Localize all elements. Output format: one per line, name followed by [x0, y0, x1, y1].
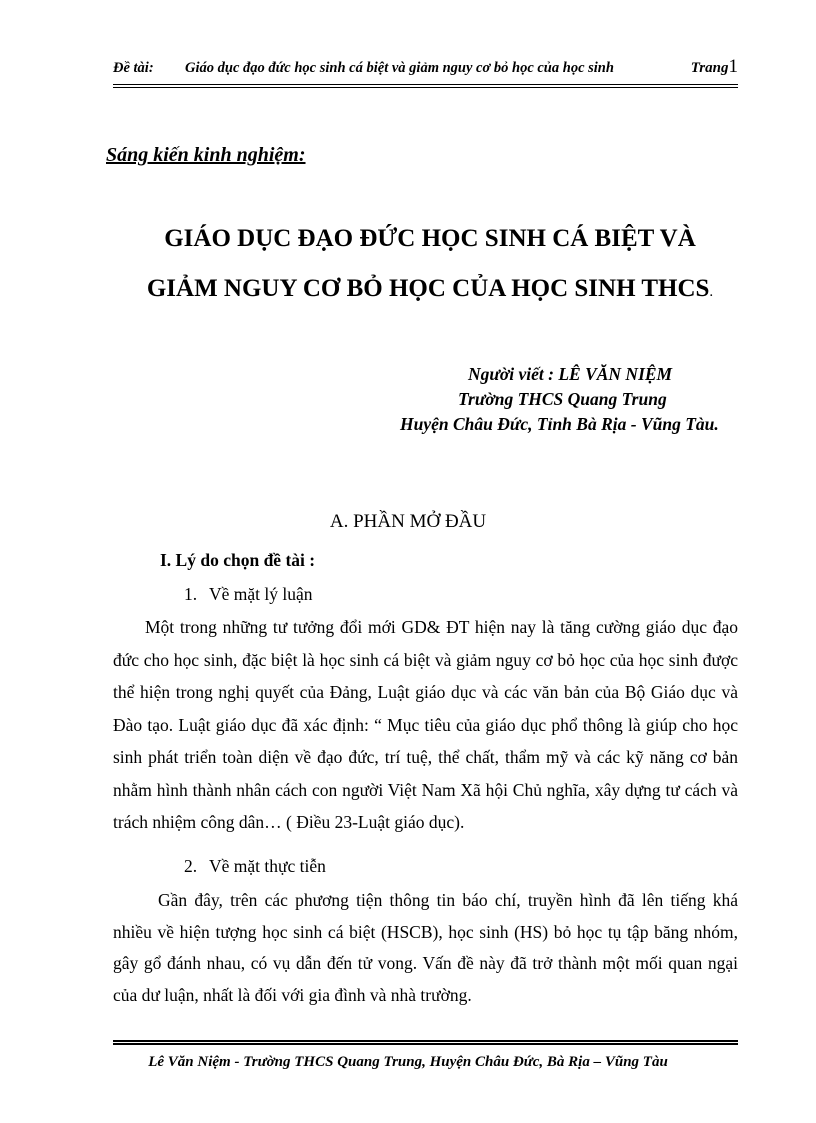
footer-rule	[113, 1040, 738, 1045]
header-rule	[113, 84, 738, 88]
header-label: Đề tài:	[113, 60, 154, 76]
subheading-theory-text: Về mặt lý luận	[209, 584, 313, 604]
section-title: A. PHẦN MỞ ĐẦU	[329, 511, 487, 532]
subheading-theory-number: 1.	[184, 584, 198, 604]
author-school: Trường THCS Quang Trung	[458, 389, 667, 409]
page-header	[113, 56, 738, 82]
title-line-1: GIÁO DỤC ĐẠO ĐỨC HỌC SINH CÁ BIỆT VÀ	[164, 225, 696, 252]
title-line-2-text: GIẢM NGUY CƠ BỎ HỌC CỦA HỌC SINH THCS	[146, 275, 710, 302]
author-location: Huyện Châu Đức, Tỉnh Bà Rịa - Vũng Tàu.	[400, 414, 719, 434]
paragraph-practice: Gần đây, trên các phương tiện thông tin báo chí, truyền hình đã lên tiếng khá nhiều về hiện tượng học sinh cá biệt (HSCB), học sinh (HS) bỏ học tụ tập băng nhóm, gây gổ đánh nhau, có vụ dẫn đến tử vong. Vấn đề này đã trở thành một mối quan ngại của dư luận, nhất là đối với gia đình và nhà trường.	[113, 890, 738, 1005]
subheading-practice-text: Về mặt thực tiễn	[209, 856, 326, 876]
title-line-2	[100, 264, 760, 317]
document-kicker: Sáng kiến kinh nghiệm:	[106, 144, 306, 166]
subheading-practice-number: 2.	[184, 856, 198, 876]
header-page-word: Trang	[690, 60, 729, 76]
paragraph-theory: Một trong những tư tưởng đổi mới GD& ĐT hiện nay là tăng cường giáo dục đạo đức cho học sinh, đặc biệt là học sinh cá biệt và giảm nguy cơ bỏ học của học sinh được thể hiện trong nghị quyết của Đảng, Luật giáo dục và các văn bản của Bộ Giáo dục và Đào tạo. Luật giáo dục đã xác định: “ Mục tiêu của giáo dục phổ thông là giúp cho học sinh phát triển toàn diện về đạo đức, trí tuệ, thể chất, thẩm mỹ và các kỹ năng cơ bản nhằm hình thành nhân cách con người Việt Nam Xã hội Chủ nghĩa, xây dựng tư cách và trách nhiệm công dân… ( Điều 23-Luật giáo dục).	[113, 617, 738, 832]
subheading-practice	[184, 854, 326, 878]
title-end-mark: .	[709, 284, 714, 300]
page-footer: Lê Văn Niệm - Trường THCS Quang Trung, Huyện Châu Đức, Bà Rịa – Vũng Tàu	[148, 1054, 668, 1070]
subheading-theory	[184, 582, 313, 606]
heading-reason: I. Lý do chọn đề tài :	[160, 550, 316, 570]
header-page-number: 1	[728, 56, 738, 77]
header-topic: Giáo dục đạo đức học sinh cá biệt và giảm nguy cơ bỏ học của học sinh	[185, 60, 614, 76]
document-title	[100, 214, 760, 317]
author-name: Người viết : LÊ VĂN NIỆM	[468, 364, 673, 384]
header-page	[691, 56, 738, 78]
